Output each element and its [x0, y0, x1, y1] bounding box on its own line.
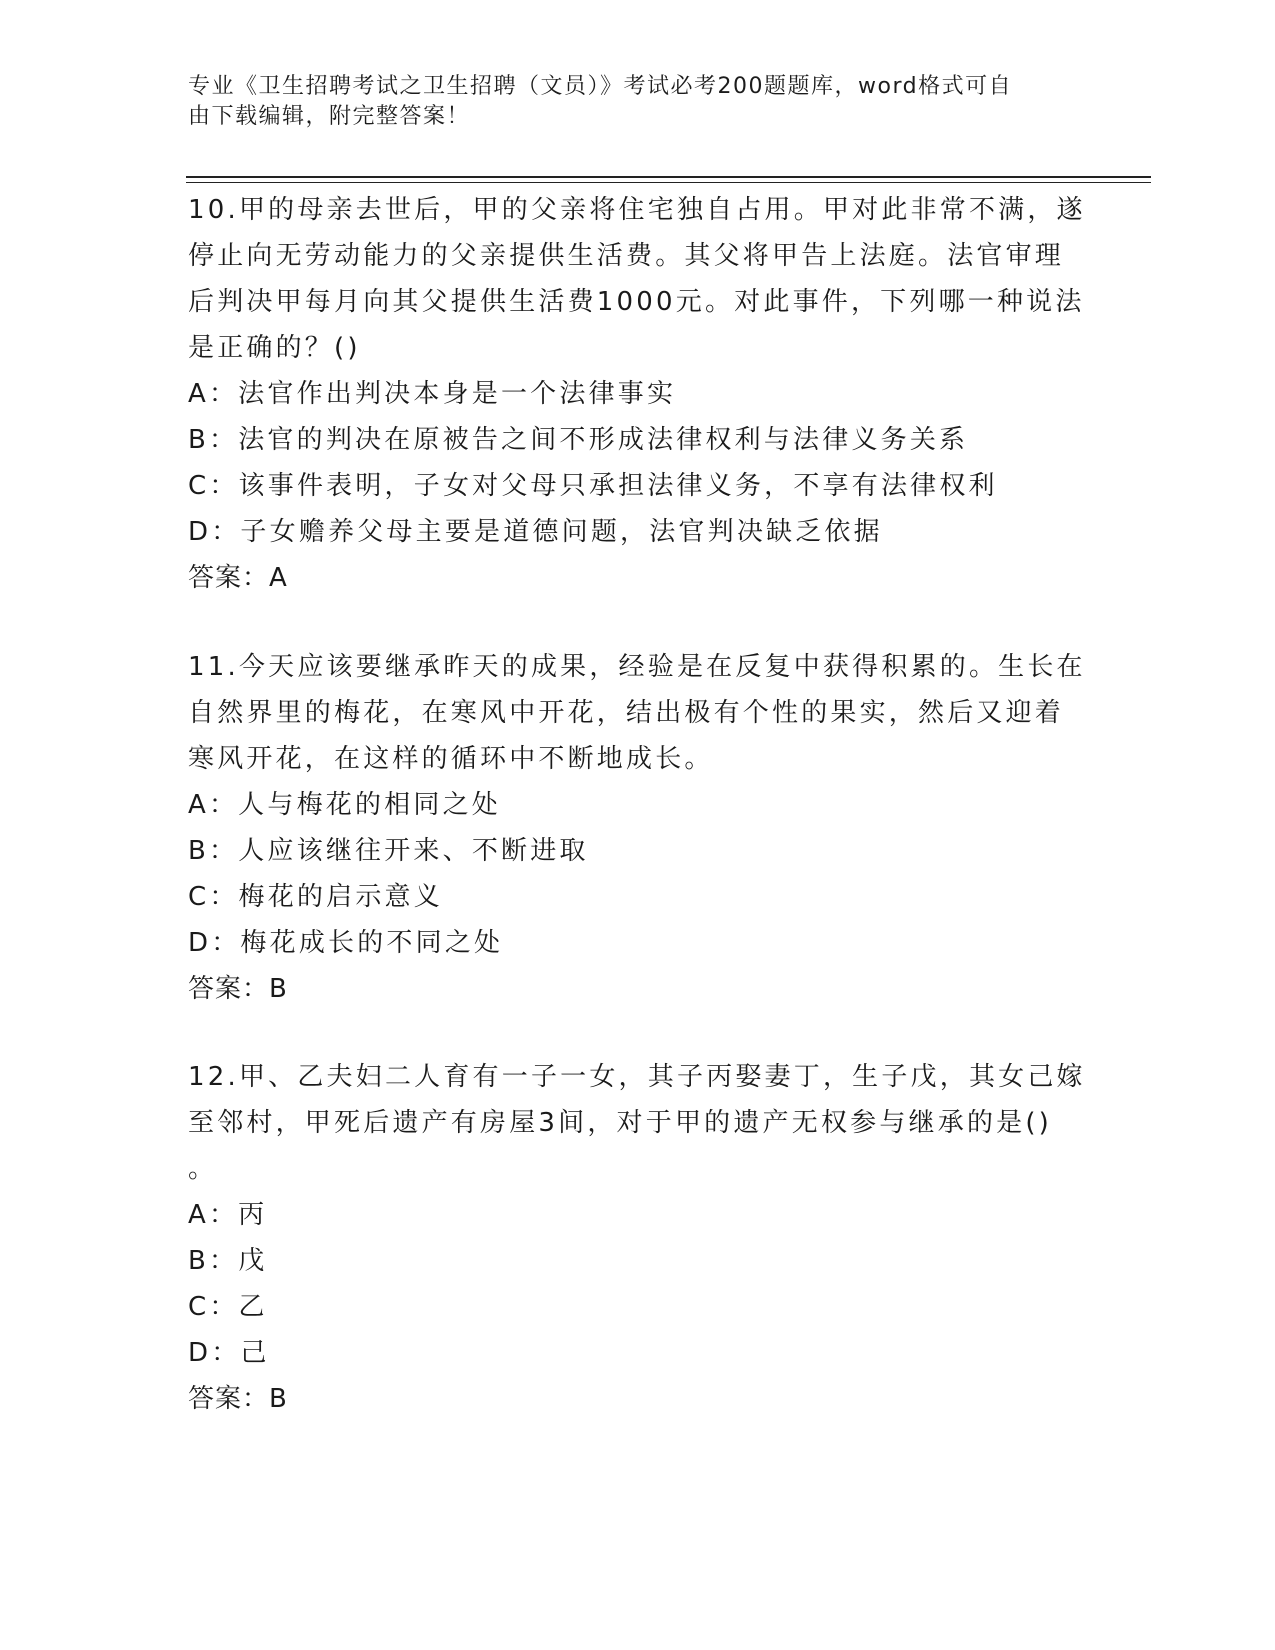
header-line-2: 由下载编辑，附完整答案！ — [188, 104, 471, 129]
question-stem-line: 自然界里的梅花，在寒风中开花，结出极有个性的果实，然后又迎着 — [188, 698, 1065, 728]
option-c: C：梅花的启示意义 — [188, 882, 443, 912]
option-a: A：丙 — [188, 1200, 268, 1230]
option-c: C：乙 — [188, 1292, 268, 1322]
option-a: A：法官作出判决本身是一个法律事实 — [188, 379, 677, 409]
question-stem-line: 10.甲的母亲去世后，甲的父亲将住宅独自占用。甲对此非常不满，遂 — [188, 195, 1086, 225]
question-11 — [188, 644, 1088, 1012]
answer-line: 答案：B — [188, 1384, 288, 1414]
header-divider-thin — [186, 182, 1151, 183]
option-c: C：该事件表明，子女对父母只承担法律义务，不享有法律权利 — [188, 471, 998, 501]
question-stem-line: 。 — [188, 1154, 218, 1184]
question-stem-line: 12.甲、乙夫妇二人育有一子一女，其子丙娶妻丁，生子戊，其女己嫁 — [188, 1062, 1086, 1092]
option-a: A：人与梅花的相同之处 — [188, 790, 501, 820]
question-stem-line: 是正确的？() — [188, 333, 361, 363]
question-stem-line: 寒风开花，在这样的循环中不断地成长。 — [188, 744, 714, 774]
header-divider-thick — [186, 176, 1151, 178]
option-d: D：己 — [188, 1338, 270, 1368]
option-d: D：梅花成长的不同之处 — [188, 928, 504, 958]
question-10 — [188, 187, 1088, 601]
question-stem-line: 停止向无劳动能力的父亲提供生活费。其父将甲告上法庭。法官审理 — [188, 241, 1065, 271]
option-b: B：法官的判决在原被告之间不形成法律权利与法律义务关系 — [188, 425, 969, 455]
document-header — [188, 72, 1088, 132]
question-stem-line: 11.今天应该要继承昨天的成果，经验是在反复中获得积累的。生长在 — [188, 652, 1086, 682]
answer-line: 答案：B — [188, 974, 288, 1004]
question-stem-line: 至邻村，甲死后遗产有房屋3间，对于甲的遗产无权参与继承的是() — [188, 1108, 1053, 1138]
header-line-1: 专业《卫生招聘考试之卫生招聘（文员）》考试必考200题题库，word格式可自 — [188, 74, 1013, 99]
option-b: B：人应该继往开来、不断进取 — [188, 836, 589, 866]
question-12 — [188, 1054, 1088, 1422]
answer-line: 答案：A — [188, 563, 288, 593]
option-b: B：戊 — [188, 1246, 268, 1276]
question-stem-line: 后判决甲每月向其父提供生活费1000元。对此事件，下列哪一种说法 — [188, 287, 1085, 317]
option-d: D：子女赡养父母主要是道德问题，法官判决缺乏依据 — [188, 517, 883, 547]
